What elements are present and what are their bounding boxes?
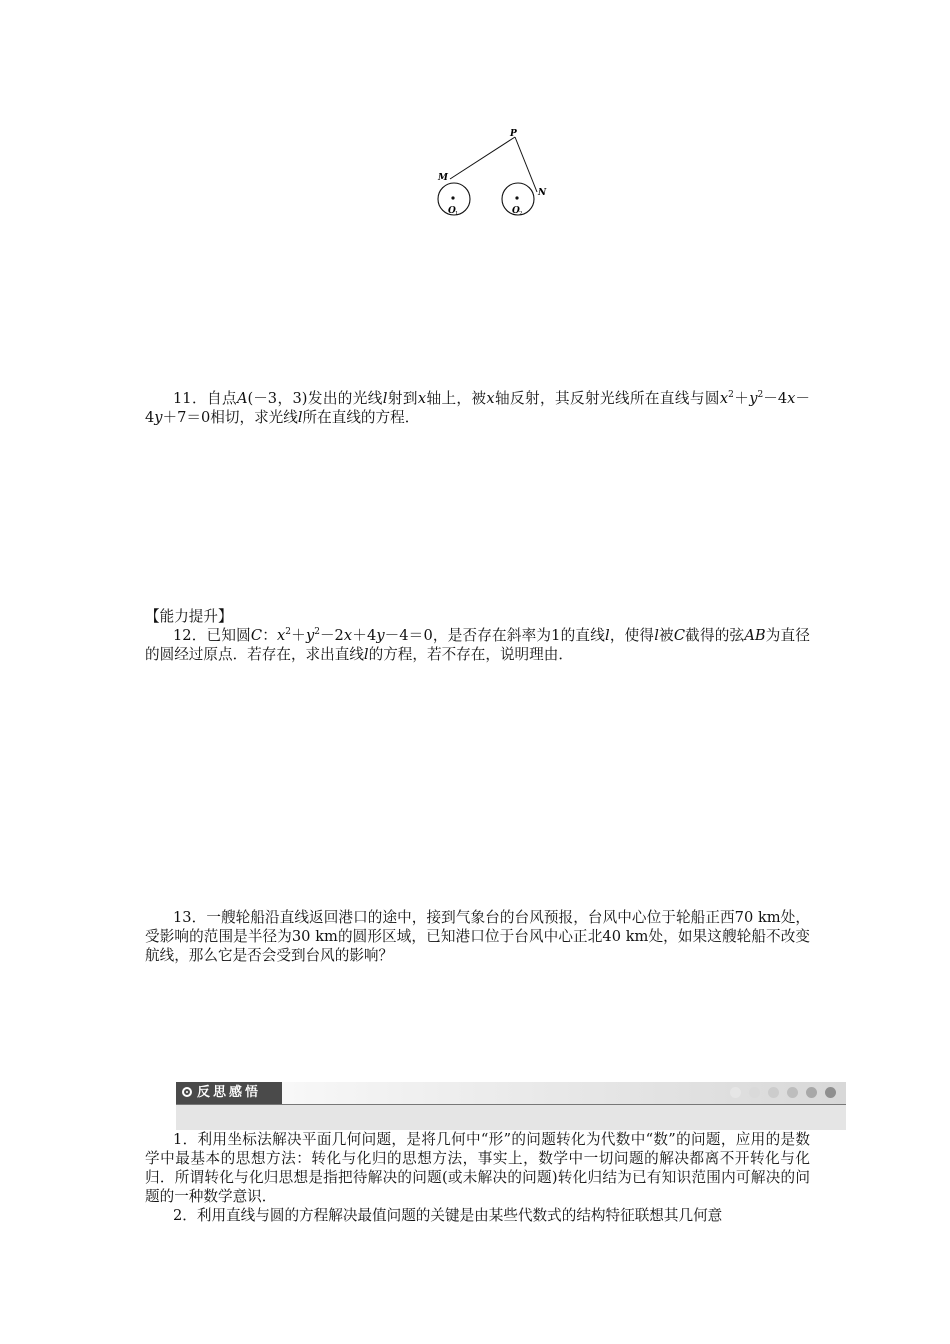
question-number: 12． bbox=[173, 627, 207, 644]
question-number: 11． bbox=[173, 390, 207, 407]
reflection-paragraph-2: 2．利用直线与圆的方程解决最值问题的关键是由某些代数式的结构特征联想其几何意 bbox=[173, 1207, 723, 1224]
decorative-dot-icon bbox=[806, 1087, 817, 1098]
question-12: 12．已知圆C：$x^2+y^2-2x+4y-4=0$，是否存在斜率为1的直线l，使得l被C截得的弦AB为直径的圆经过原点．若存在，求出直线l的方程，若不存在，说明理由． bbox=[145, 627, 810, 663]
segment-pm bbox=[450, 137, 515, 179]
center-o1 bbox=[451, 196, 454, 199]
question-13: 13．一艘轮船沿直线返回港口的途中，接到气象台的台风预报，台风中心位于轮船正西70 km处，受影响的范围是半径为30 km的圆形区域，已知港口位于台风中心正北40 km处，如果这艘轮船不改变航线，那么它是否会受到台风的影响？ bbox=[145, 909, 810, 964]
decorative-dot-icon bbox=[730, 1087, 741, 1098]
decorative-dot-icon bbox=[787, 1087, 798, 1098]
banner-dots bbox=[722, 1087, 836, 1106]
geometry-figure bbox=[420, 122, 560, 222]
label-m: M bbox=[438, 173, 448, 183]
label-p: P bbox=[510, 129, 517, 139]
section-heading: 【能力提升】 bbox=[145, 608, 233, 625]
decorative-dot-icon bbox=[768, 1087, 779, 1098]
label-o2: O bbox=[512, 206, 520, 216]
target-icon bbox=[182, 1087, 192, 1097]
banner-bar bbox=[176, 1082, 846, 1105]
segment-pn bbox=[515, 137, 537, 192]
label-o1: O bbox=[448, 206, 456, 216]
reflection-banner bbox=[176, 1082, 846, 1130]
label-o1-sub: 1 bbox=[455, 211, 459, 217]
label-n: N bbox=[538, 188, 547, 198]
banner-title: 反思感悟 bbox=[176, 1082, 282, 1104]
label-o2-sub: 2 bbox=[519, 211, 523, 217]
decorative-dot-icon bbox=[749, 1087, 760, 1098]
question-11: 11．自点A(－3，3)发出的光线l射到x轴上，被x轴反射，其反射光线所在直线与圆$x^2+y^2-4x-4y+7=0$相切，求光线l所在直线的方程． bbox=[145, 390, 810, 426]
banner-band bbox=[176, 1105, 846, 1130]
reflection-paragraph-1: 1．利用坐标法解决平面几何问题，是将几何中“形”的问题转化为代数中“数”的问题，应用的是数学中最基本的思想方法：转化与化归的思想方法，事实上，数学中一切问题的解决都离不开转化与化归．所谓转化与化归思想是指把待解决的问题(或未解决的问题)转化归结为已有知识范围内可解决的问题的一种数学意识． bbox=[145, 1131, 810, 1205]
decorative-dot-icon bbox=[825, 1087, 836, 1098]
center-o2 bbox=[515, 196, 518, 199]
